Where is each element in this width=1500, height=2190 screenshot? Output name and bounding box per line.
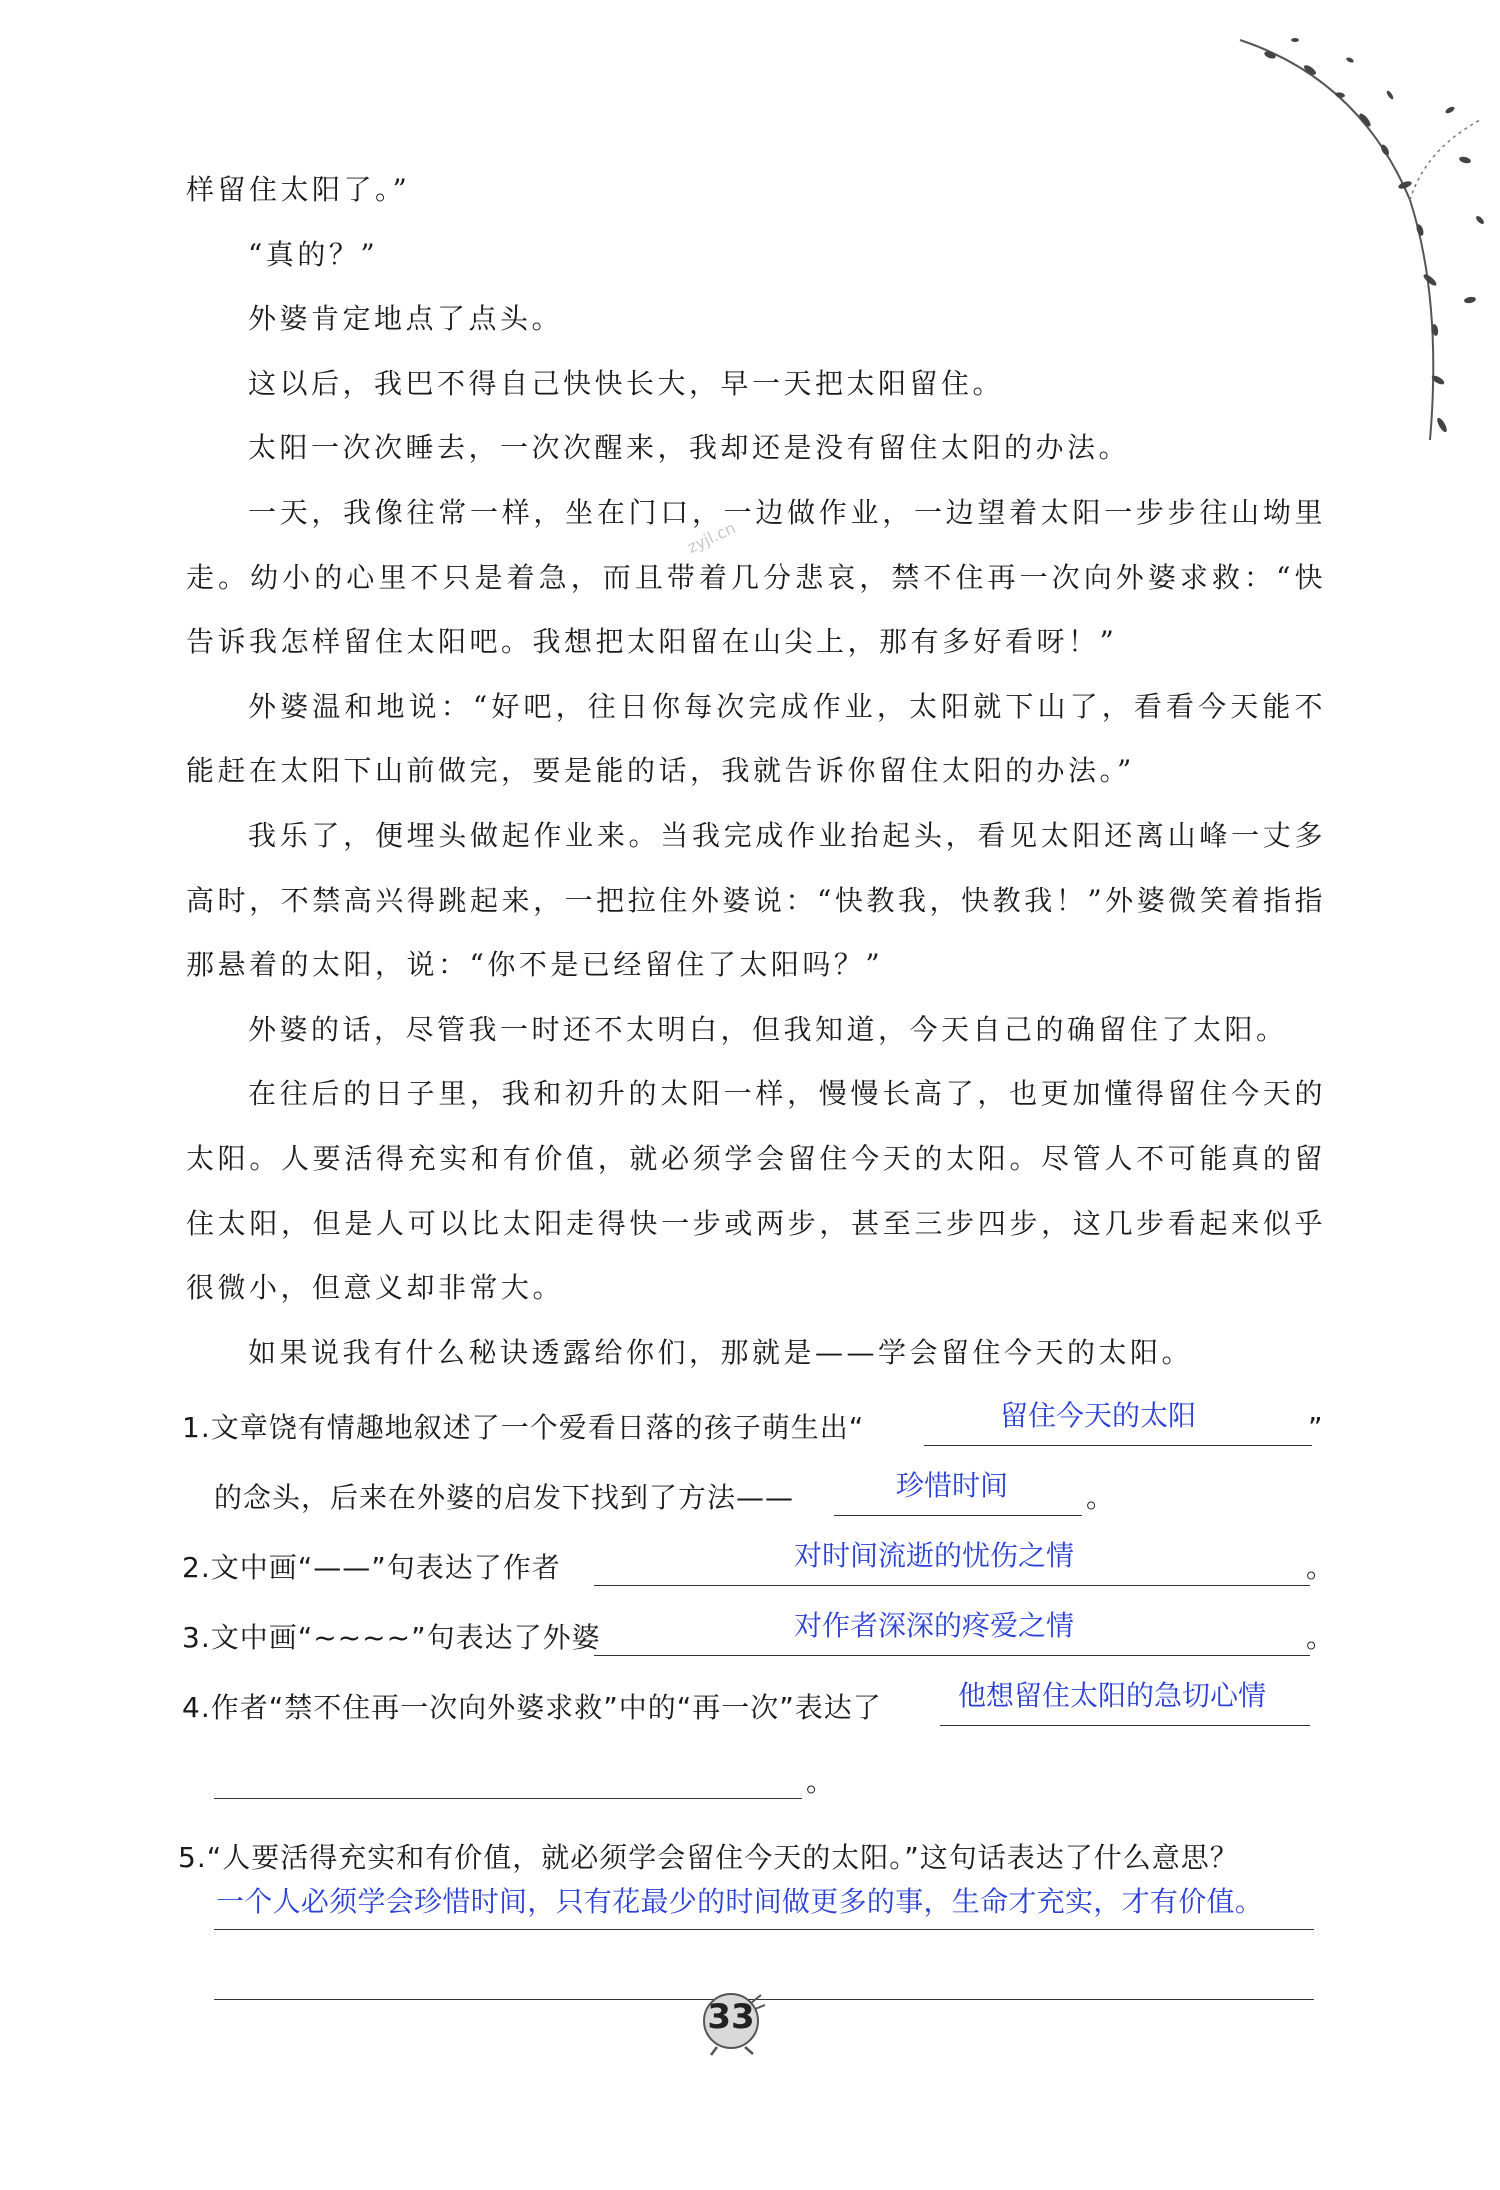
paragraph: 一天，我像往常一样，坐在门口，一边做作业，一边望着太阳一步步往山坳里走。幼小的心里不只是着急，而且带着几分悲哀，禁不住再一次向外婆求救：“快告诉我怎样留住太阳吧。我想把太阳留在山尖上，那有多好看呀！” (186, 495, 1326, 659)
answer-1b: 珍惜时间 (896, 1469, 1009, 1502)
question-3-period: 。 (1306, 1621, 1336, 1654)
question-4-period: 。 (806, 1765, 836, 1798)
paragraph: 这以后，我巴不得自己快快长大，早一天把太阳留住。 (248, 366, 1005, 400)
question-1-line-1: 1.文章饶有情趣地叙述了一个爱看日落的孩子萌生出“ (182, 1411, 865, 1444)
question-4: 4.作者“禁不住再一次向外婆求救”中的“再一次”表达了 (182, 1691, 882, 1724)
paragraph: 外婆的话，尽管我一时还不太明白，但我知道，今天自己的确留住了太阳。 (248, 1012, 1288, 1046)
answer-blank-5[interactable] (214, 1928, 1314, 1930)
paragraph: 外婆肯定地点了点头。 (248, 302, 564, 336)
question-1-line-2: 的念头，后来在外婆的启发下找到了方法—— (214, 1481, 795, 1514)
page-number-text: 33 (707, 1997, 755, 2037)
answer-2: 对时间流逝的忧伤之情 (794, 1539, 1075, 1572)
page-number (695, 1985, 767, 2057)
answer-blank-1b[interactable] (834, 1514, 1082, 1516)
answer-blank-3[interactable] (594, 1654, 1310, 1656)
answer-4: 他想留住太阳的急切心情 (958, 1679, 1267, 1712)
question-5: 5.“人要活得充实和有价值，就必须学会留住今天的太阳。”这句话表达了什么意思？ (178, 1841, 1239, 1874)
answer-3: 对作者深深的疼爱之情 (794, 1609, 1075, 1642)
question-1-period: 。 (1086, 1481, 1116, 1514)
answer-5: 一个人必须学会珍惜时间，只有花最少的时间做更多的事，生命才充实，才有价值。 (216, 1885, 1264, 1918)
paragraph: 外婆温和地说：“好吧，往日你每次完成作业，太阳就下山了，看看今天能不能赶在太阳下山前做完，要是能的话，我就告诉你留住太阳的办法。” (186, 689, 1326, 788)
question-3: 3.文中画“~~~~”句表达了外婆 (182, 1621, 601, 1654)
question-1-close-quote: ” (1308, 1411, 1324, 1444)
paragraph: 在往后的日子里，我和初升的太阳一样，慢慢长高了，也更加懂得留住今天的太阳。人要活得充实和有价值，就必须学会留住今天的太阳。尽管人不可能真的留住太阳，但是人可以比太阳走得快一步或两步，甚至三步四步，这几步看起来似乎很微小，但意义却非常大。 (186, 1077, 1326, 1305)
answer-blank-2[interactable] (594, 1584, 1310, 1586)
paragraph: 如果说我有什么秘诀透露给你们，那就是——学会留住今天的太阳。 (248, 1335, 1194, 1369)
question-2: 2.文中画“——”句表达了作者 (182, 1551, 561, 1584)
paragraph: “真的？” (248, 237, 379, 271)
paragraph: 样留住太阳了。” (186, 173, 411, 206)
answer-1: 留住今天的太阳 (1000, 1399, 1197, 1432)
answer-blank-4[interactable] (940, 1724, 1310, 1726)
answer-blank-1[interactable] (924, 1444, 1312, 1446)
question-2-period: 。 (1306, 1551, 1336, 1584)
paragraph: 太阳一次次睡去，一次次醒来，我却还是没有留住太阳的办法。 (248, 431, 1131, 465)
watermark: zyjl.cn (684, 518, 739, 557)
paragraph: 我乐了，便埋头做起作业来。当我完成作业抬起头，看见太阳还离山峰一丈多高时，不禁高兴得跳起来，一把拉住外婆说：“快教我，快教我！”外婆微笑着指指那悬着的太阳，说：“你不是已经留住了太阳吗？” (186, 818, 1326, 982)
answer-blank-4b[interactable] (214, 1797, 802, 1799)
story-text (186, 158, 1326, 1385)
